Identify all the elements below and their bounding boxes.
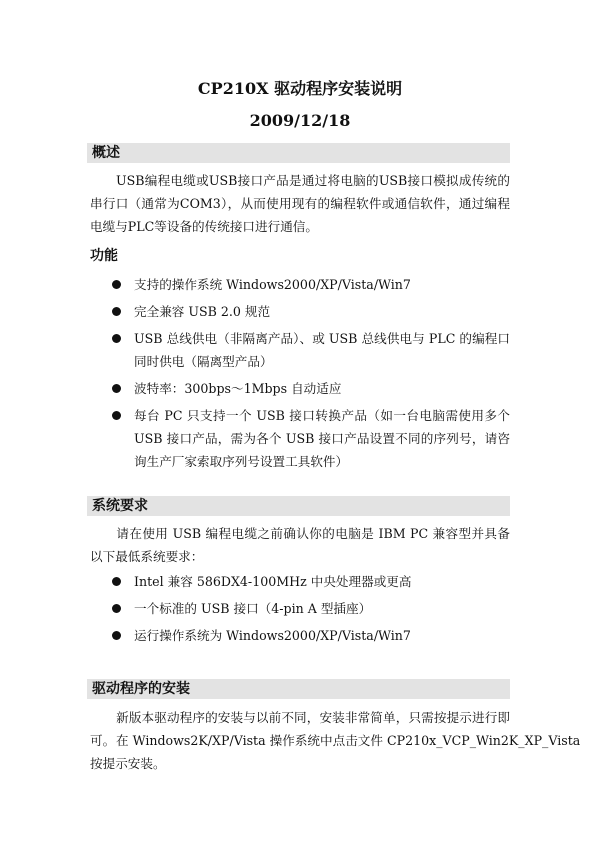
features-list [112,273,510,477]
overview-paragraph [90,169,510,238]
bullet-icon [112,577,121,586]
section-bar-overview [87,143,510,163]
bullet-icon [112,604,121,613]
document-date: 2009/12/18 [249,111,351,130]
install-paragraph-2-line-2: 按提示安装。 [90,756,166,771]
requirements-intro [90,522,510,568]
bullet-icon [112,411,121,420]
overview-text: USB编程电缆或USB接口产品是通过将电脑的USB接口模拟成传统的串行口（通常为COM3），从而使用现有的编程软件或通信软件，通过编程电缆与PLC等设备的传统接口进行通信。 [90,173,510,234]
install-paragraph-1: 新版本驱动程序的安装与以前不同，安装非常简单，只需按提示进行即可。 [90,710,510,748]
list-item: 一个标准的 USB 接口（4-pin A 型插座） [112,597,510,620]
list-item: 支持的操作系统 Windows2000/XP/Vista/Win7 [112,273,510,296]
list-item: 波特率：300bps～1Mbps 自动适应 [112,377,510,400]
list-item: 完全兼容 USB 2.0 规范 [112,300,510,323]
list-item: 运行操作系统为 Windows2000/XP/Vista/Win7 [112,624,510,647]
section-heading-requirements: 系统要求 [92,498,148,514]
bullet-icon [112,307,121,316]
list-item: Intel 兼容 586DX4-100MHz 中央处理器或更高 [112,570,510,593]
list-item: USB 总线供电（非隔离产品）、或 USB 总线供电与 PLC 的编程口同时供电（隔离型产品） [112,327,510,373]
bullet-icon [112,631,121,640]
requirements-list [112,570,510,651]
section-heading-install: 驱动程序的安装 [92,681,190,697]
install-paragraph-2-line-1: 在 Windows2K/XP/Vista 操作系统中点击文件 CP210x_VCP_Win2K_XP_Vista [116,733,581,748]
section-bar-requirements [87,496,510,516]
section-heading-overview: 概述 [92,145,120,161]
list-item: 每台 PC 只支持一个 USB 接口转换产品（如一台电脑需使用多个 USB 接口产品，需为各个 USB 接口产品设置不同的序列号，请咨询生产厂家索取序列号设置工具软件） [112,404,510,473]
bullet-icon [112,384,121,393]
document-title: CP210X 驱动程序安装说明 [197,79,403,98]
requirements-intro-text: 请在使用 USB 编程电缆之前确认你的电脑是 IBM PC 兼容型并具备以下最低系统要求： [90,526,510,564]
bullet-icon [112,334,121,343]
section-heading-features: 功能 [90,248,118,264]
bullet-icon [112,280,121,289]
section-bar-install [87,679,510,699]
